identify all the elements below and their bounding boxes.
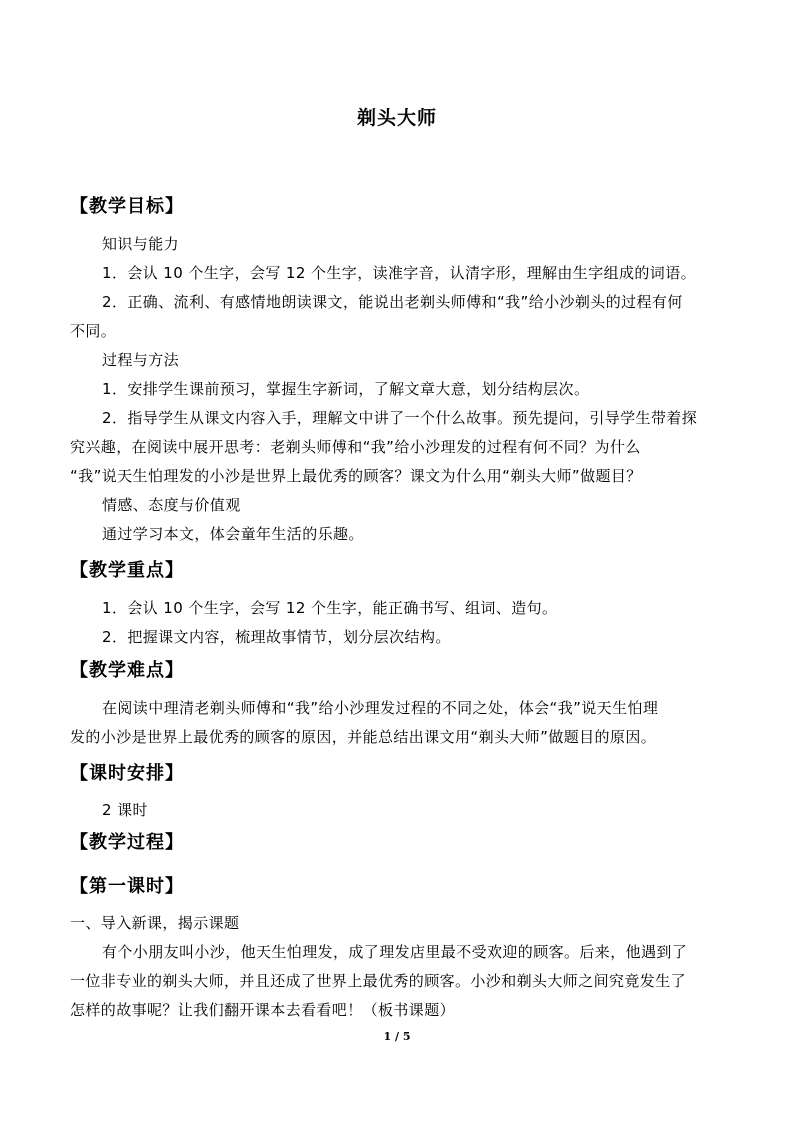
- goals-line-8: 通过学习本文，体会童年生活的乐趣。: [102, 525, 364, 543]
- goals-line-3b: 不同。: [70, 322, 117, 340]
- goals-line-5: 1．安排学生课前预习，掌握生字新词，了解文章大意，划分结构层次。: [102, 380, 590, 398]
- key-line-2: 2．把握课文内容，梳理故事情节，划分层次结构。: [102, 628, 451, 646]
- goals-line-2: 1．会认 10 个生字，会写 12 个生字，读准字音，认清字形，理解由生字组成的词语。: [102, 264, 696, 282]
- heading-teaching-key-points: 【教学重点】: [70, 560, 184, 581]
- difficult-line-1b: 发的小沙是世界上最优秀的顾客的原因，并能总结出课文用“剃头大师”做题目的原因。: [70, 728, 657, 746]
- heading-teaching-difficulties: 【教学难点】: [70, 660, 184, 681]
- goals-line-6b: 究兴趣，在阅读中展开思考：老剃头师傅和“我”给小沙理发的过程有何不同？为什么: [70, 438, 641, 456]
- difficult-line-1a: 在阅读中理清老剃头师傅和“我”给小沙理发过程的不同之处，体会“我”说天生怕理: [102, 699, 659, 717]
- first-line-2b: 一位非专业的剃头大师，并且还成了世界上最优秀的顾客。小沙和剃头大师之间究竟发生了: [70, 972, 687, 990]
- key-line-1: 1．会认 10 个生字，会写 12 个生字，能正确书写、组词、造句。: [102, 599, 558, 617]
- document-title: 剃头大师: [356, 107, 437, 129]
- goals-line-1: 知识与能力: [102, 235, 180, 253]
- goals-line-6c: “我”说天生怕理发的小沙是世界上最优秀的顾客？课文为什么用“剃头大师”做题目？: [70, 467, 642, 485]
- goals-line-7: 情感、态度与价值观: [102, 496, 241, 514]
- goals-line-3a: 2．正确、流利、有感情地朗读课文，能说出老剃头师傅和“我”给小沙剃头的过程有何: [102, 293, 683, 311]
- schedule-line-1: 2 课时: [102, 801, 148, 819]
- heading-teaching-process: 【教学过程】: [70, 832, 184, 853]
- goals-line-4: 过程与方法: [102, 351, 180, 369]
- first-line-2c: 怎样的故事呢？让我们翻开课本去看看吧！（板书课题）: [70, 1001, 456, 1019]
- first-line-2a: 有个小朋友叫小沙，他天生怕理发，成了理发店里最不受欢迎的顾客。后来，他遇到了: [102, 943, 688, 961]
- heading-first-lesson: 【第一课时】: [70, 876, 184, 897]
- goals-line-6a: 2．指导学生从课文内容入手，理解文中讲了一个什么故事。预先提问，引导学生带着探: [102, 409, 698, 427]
- page-number: 1 / 5: [383, 1030, 411, 1043]
- heading-class-schedule: 【课时安排】: [70, 763, 184, 784]
- heading-teaching-goals: 【教学目标】: [70, 196, 184, 217]
- first-line-1: 一、导入新课，揭示课题: [70, 914, 240, 932]
